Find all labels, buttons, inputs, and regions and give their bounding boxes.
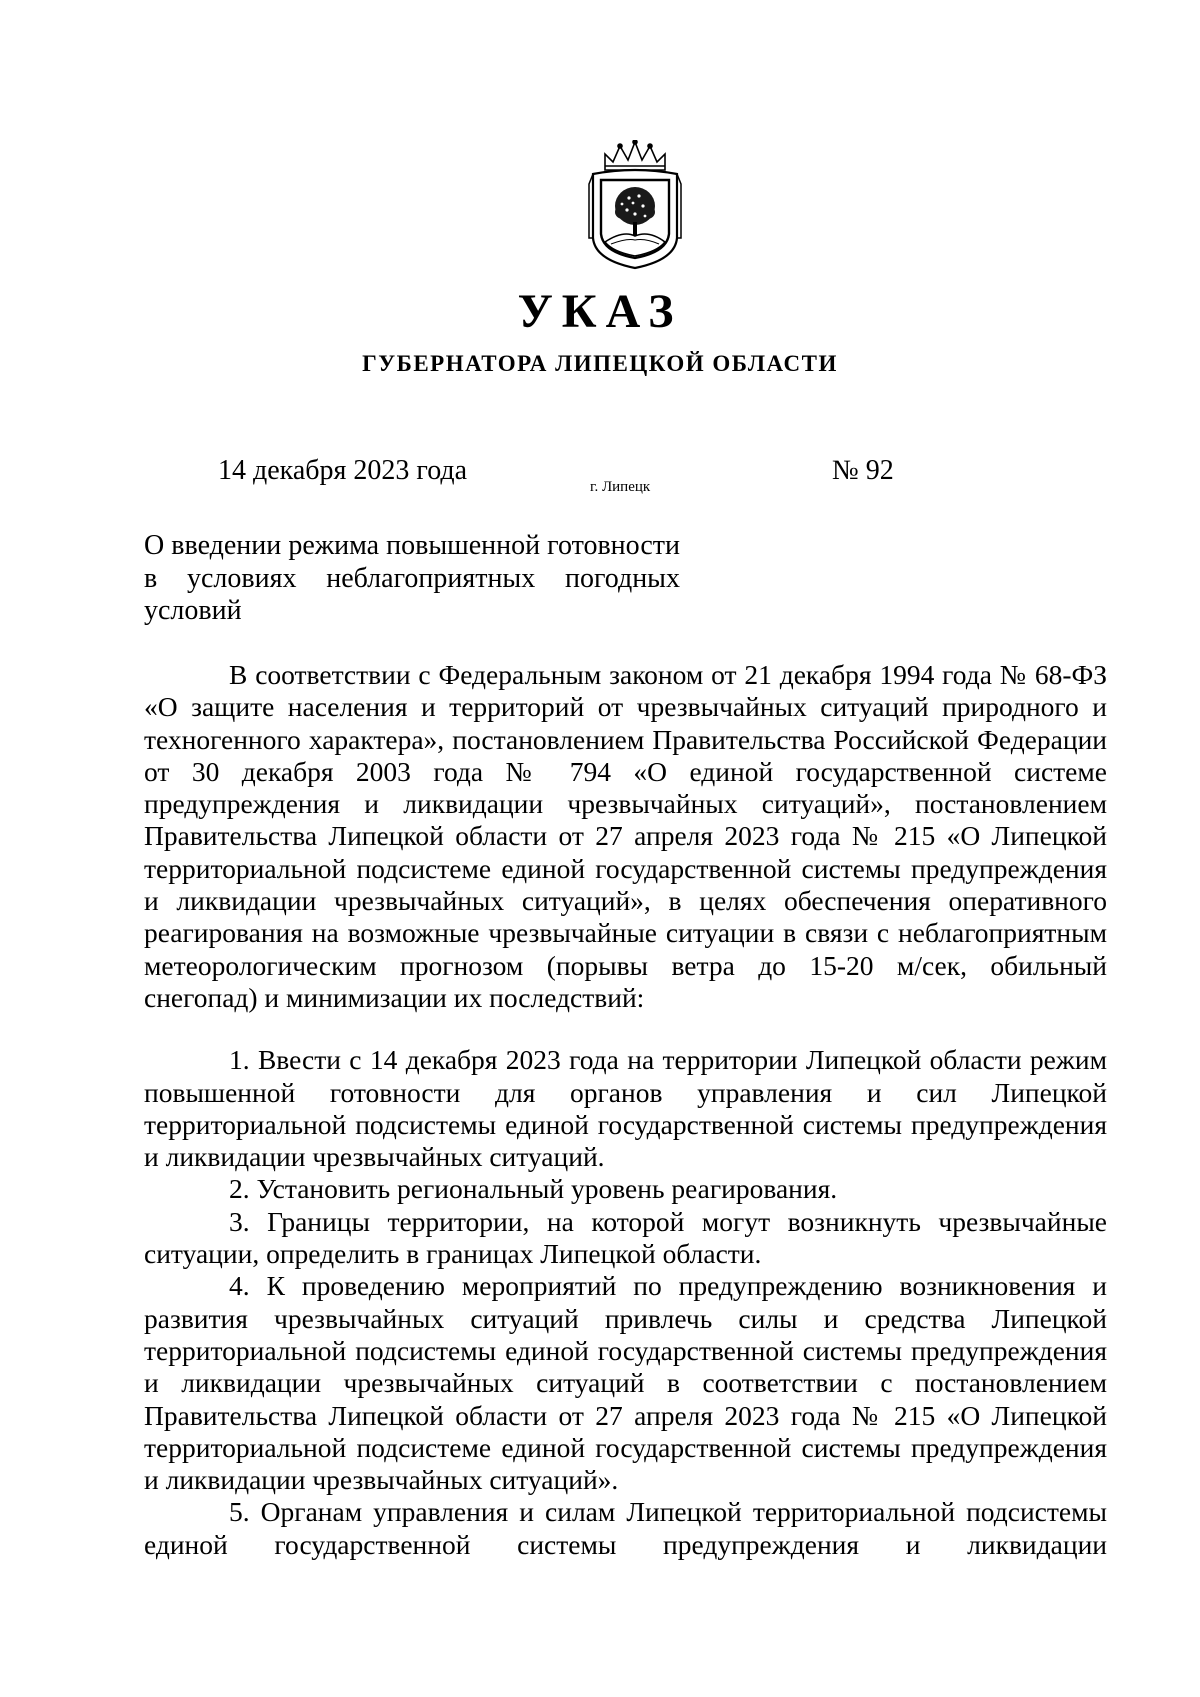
document-body <box>144 659 1107 1561</box>
document-title: УКАЗ <box>517 285 683 338</box>
clause-4-paragraph: 4. К проведению мероприятий по предупреждению возникновения и развития чрезвычайных ситуаций привлечь силы и средства Липецкой территориальной подсистемы единой государственной системы предупреждения и ликвидации чрезвычайных ситуаций в соответствии с постановлением Правительства Липецкой области от 27 апреля 2023 года № 215 «О Липецкой территориальной подсистеме единой государственной системы предупреждения и ликвидации чрезвычайных ситуаций». <box>144 1270 1107 1496</box>
coat-of-arms-emblem <box>587 140 683 270</box>
clause-5-paragraph: 5. Органам управления и силам Липецкой территориальной подсистемы единой государственной системы предупреждения и ликвидации <box>144 1496 1107 1560</box>
document-date: 14 декабря 2023 года <box>218 455 468 486</box>
document-number: № 92 <box>832 455 894 486</box>
preamble-paragraph: В соответствии с Федеральным законом от 21 декабря 1994 года № 68-ФЗ «О защите населения и территорий от чрезвычайных ситуаций природного и техногенного характера», постановлением Правительства Российской Федерации от 30 декабря 2003 года № 794 «О единой государственной системе предупреждения и ликвидации чрезвычайных ситуаций», постановлением Правительства Липецкой области от 27 апреля 2023 года № 215 «О Липецкой территориальной подсистеме единой государственной системы предупреждения и ликвидации чрезвычайных ситуаций», в целях обеспечения оперативного реагирования на возможные чрезвычайные ситуации в связи с неблагоприятным метеорологическим прогнозом (порывы ветра до 15-20 м/сек, обильный снегопад) и минимизации их последствий: <box>144 659 1107 1013</box>
document-city: г. Липецк <box>590 479 651 495</box>
document-subject: О введении режима повышенной готовности в условиях неблагоприятных погодных условий <box>144 530 680 626</box>
clause-3-paragraph: 3. Границы территории, на которой могут возникнуть чрезвычайные ситуации, определить в границах Липецкой области. <box>144 1205 1107 1270</box>
document-subtitle: ГУБЕРНАТОРА ЛИПЕЦКОЙ ОБЛАСТИ <box>362 351 838 376</box>
clause-2-paragraph: 2. Установить региональный уровень реагирования. <box>229 1173 838 1205</box>
clause-1-paragraph: 1. Ввести с 14 декабря 2023 года на территории Липецкой области режим повышенной готовности для органов управления и сил Липецкой территориальной подсистемы единой государственной системы предупреждения и ликвидации чрезвычайных ситуаций. <box>144 1044 1107 1173</box>
